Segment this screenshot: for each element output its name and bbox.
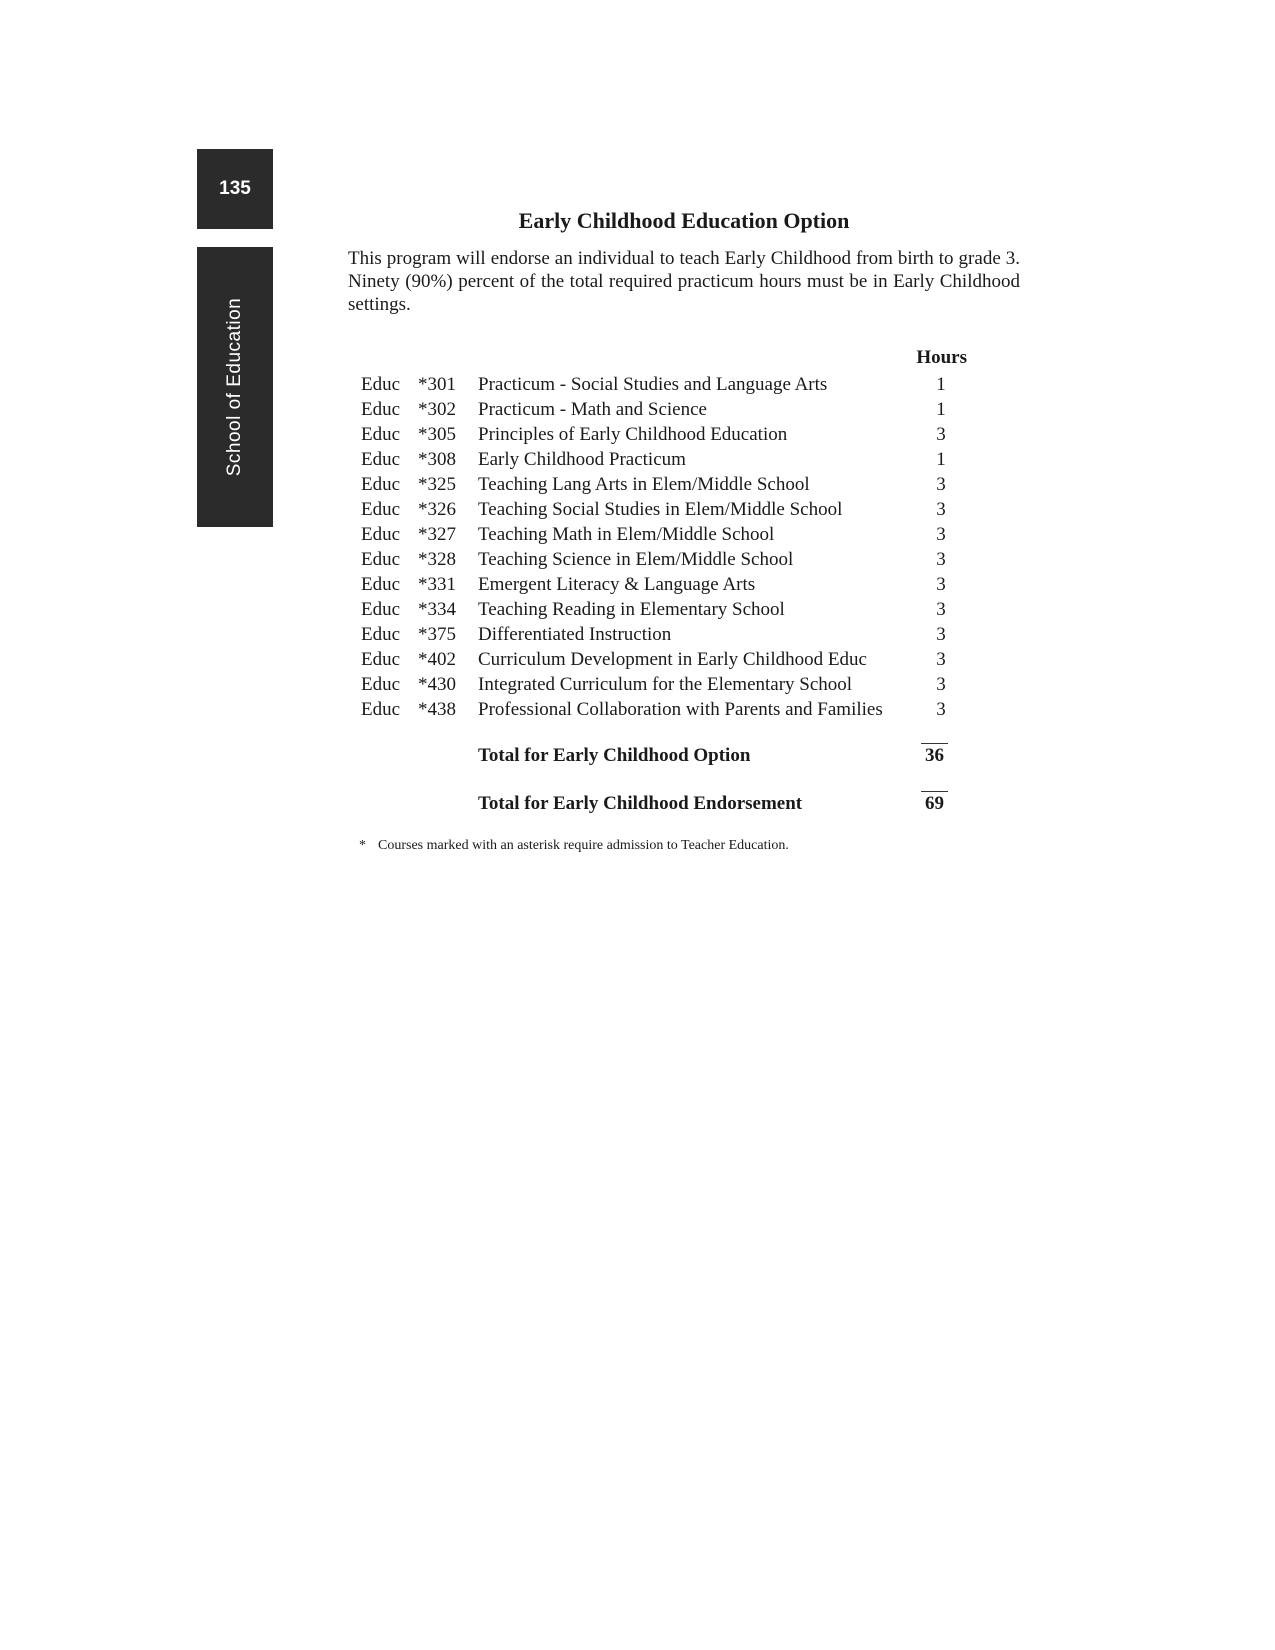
course-row [361,372,961,397]
course-hours: 1 [936,399,946,420]
course-row [361,447,961,472]
course-dept: Educ [361,424,401,445]
course-number: *302 [418,399,456,420]
course-row [361,647,961,672]
course-dept: Educ [361,499,401,520]
course-number: *402 [418,649,456,670]
course-row [361,572,961,597]
course-number: *326 [418,499,456,520]
course-name: Differentiated Instruction [478,624,672,645]
course-name: Teaching Science in Elem/Middle School [478,549,794,570]
section-tab [197,247,273,527]
course-dept: Educ [361,674,401,695]
footnote-marker: * [359,838,366,853]
course-name: Teaching Math in Elem/Middle School [478,524,775,545]
course-row [361,622,961,647]
course-dept: Educ [361,574,401,595]
course-hours: 1 [936,449,946,470]
course-dept: Educ [361,524,401,545]
course-dept: Educ [361,699,401,720]
course-name: Teaching Reading in Elementary School [478,599,785,620]
total-option-value: 36 [921,743,948,768]
total-option-row [478,743,948,769]
course-row [361,672,961,697]
course-number: *301 [418,374,456,395]
total-endorsement-value: 69 [921,791,948,816]
course-hours: 3 [936,624,946,645]
page-title: Early Childhood Education Option [518,208,850,233]
course-hours: 3 [936,524,946,545]
total-endorsement-label: Total for Early Childhood Endorsement [478,793,803,814]
page-number-tab [197,149,273,229]
course-hours: 1 [936,374,946,395]
course-dept: Educ [361,599,401,620]
course-name: Practicum - Math and Science [478,399,707,420]
course-dept: Educ [361,374,401,395]
page-number: 135 [219,178,251,199]
course-dept: Educ [361,624,401,645]
course-row [361,547,961,572]
course-hours: 3 [936,599,946,620]
course-name: Practicum - Social Studies and Language Arts [478,374,828,395]
course-row [361,472,961,497]
course-row [361,397,961,422]
footnote-text: Courses marked with an asterisk require admission to Teacher Education. [378,838,789,853]
course-number: *308 [418,449,456,470]
course-number: *438 [418,699,456,720]
course-row [361,597,961,622]
course-hours: 3 [936,674,946,695]
total-endorsement-row [478,791,948,817]
course-row [361,422,961,447]
course-dept: Educ [361,449,401,470]
course-hours: 3 [936,424,946,445]
course-number: *331 [418,574,456,595]
course-hours: 3 [936,574,946,595]
course-row [361,497,961,522]
course-number: *327 [418,524,456,545]
course-dept: Educ [361,474,401,495]
course-number: *375 [418,624,456,645]
course-number: *430 [418,674,456,695]
course-dept: Educ [361,649,401,670]
course-dept: Educ [361,399,401,420]
course-hours: 3 [936,499,946,520]
course-number: *325 [418,474,456,495]
course-name: Principles of Early Childhood Education [478,424,788,445]
course-list [361,372,961,722]
course-name: Integrated Curriculum for the Elementary School [478,674,853,695]
course-name: Early Childhood Practicum [478,449,686,470]
section-label: School of Education [224,297,245,477]
course-number: *334 [418,599,456,620]
course-number: *328 [418,549,456,570]
course-hours: 3 [936,649,946,670]
hours-column-header: Hours [916,347,967,368]
course-name: Professional Collaboration with Parents and Families [478,699,883,720]
course-hours: 3 [936,699,946,720]
course-hours: 3 [936,474,946,495]
course-dept: Educ [361,549,401,570]
course-hours: 3 [936,549,946,570]
course-name: Teaching Social Studies in Elem/Middle School [478,499,843,520]
course-number: *305 [418,424,456,445]
course-name: Teaching Lang Arts in Elem/Middle School [478,474,810,495]
total-option-label: Total for Early Childhood Option [478,745,751,766]
course-name: Emergent Literacy & Language Arts [478,574,756,595]
footnote [359,838,789,854]
course-row [361,697,961,722]
course-row [361,522,961,547]
intro-paragraph: This program will endorse an individual to teach Early Childhood from birth to grade 3. Ninety (90%) percent of the total required practicum hours must be in Early Childhood settings. [348,248,1020,315]
course-name: Curriculum Development in Early Childhood Educ [478,649,867,670]
